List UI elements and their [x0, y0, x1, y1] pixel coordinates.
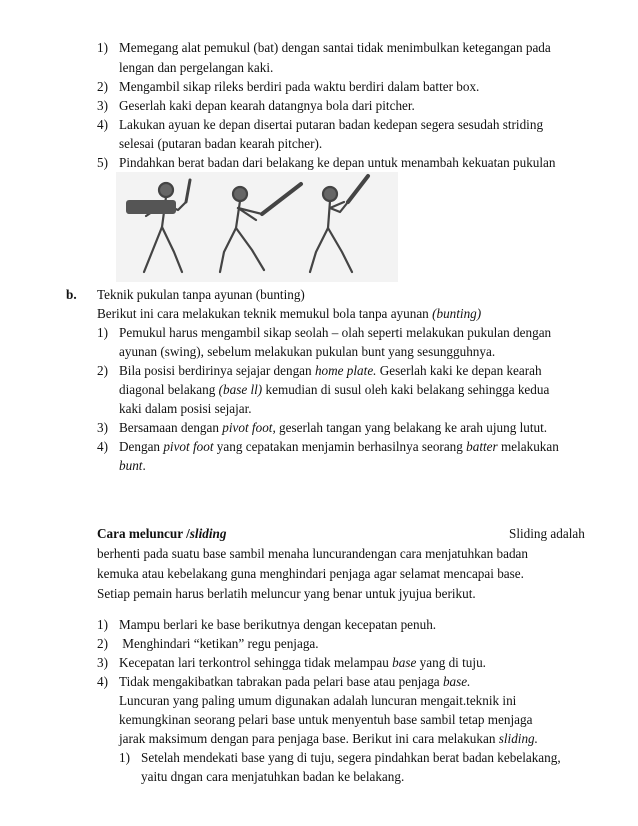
section-title: Teknik pukulan tanpa ayunan (bunting)	[97, 287, 305, 302]
list-term: base	[392, 655, 417, 670]
list-text: Geserlah kaki depan kearah datangnya bola dari pitcher.	[119, 98, 415, 113]
list-text: Bersamaan dengan	[119, 420, 219, 435]
list-item	[97, 634, 319, 653]
list-item	[119, 748, 561, 767]
list-item	[97, 38, 551, 57]
list-number: 1)	[119, 750, 130, 765]
paragraph-line: kemuka atau kebelakang guna menghindari penjaga agar selamat mencapai base.	[97, 566, 524, 581]
section-intro	[97, 304, 481, 323]
paragraph-line: Luncuran yang paling umum digunakan adalah luncuran mengait.teknik ini	[119, 693, 517, 708]
list-item	[97, 418, 547, 437]
paragraph-line: Setiap pemain harus berlatih meluncur yang benar untuk jyujua berikut.	[97, 586, 476, 601]
list-number: 4)	[97, 674, 108, 689]
list-text: Menghindari “ketikan” regu penjaga.	[119, 636, 319, 651]
paragraph-line	[119, 729, 538, 748]
list-text: yang di tuju.	[416, 655, 486, 670]
list-text: Bila posisi berdirinya sejajar dengan	[119, 363, 312, 378]
list-term: pivot foot	[163, 439, 214, 454]
paragraph-line: berhenti pada suatu base sambil menaha luncurandengan cara menjatuhkan badan	[97, 546, 528, 561]
list-text: Pindahkan berat badan dari belakang ke depan untuk menambah kekuatan pukulan	[119, 155, 556, 170]
list-text-continued: kaki dalam posisi sejajar.	[119, 401, 252, 416]
list-text: melakukan	[497, 439, 559, 454]
list-item	[97, 615, 436, 634]
list-item	[97, 77, 479, 96]
intro-text: Berikut ini cara melakukan teknik memukul bola tanpa ayunan	[97, 306, 429, 321]
list-term: base.	[442, 674, 471, 689]
list-item	[97, 323, 551, 342]
intro-term: (bunting)	[432, 306, 482, 321]
list-text: geserlah tangan yang belakang ke arah ujung lutut.	[275, 420, 548, 435]
list-term: bunt	[119, 458, 143, 473]
list-text-continued: yaitu dngan cara menjatuhkan badan ke belakang.	[141, 769, 405, 784]
list-text-continued	[119, 456, 146, 475]
list-term: home plate.	[314, 363, 377, 378]
heading-term: sliding	[189, 526, 227, 541]
list-text: diagonal belakang	[119, 382, 216, 397]
list-number: 4)	[97, 439, 108, 454]
list-item	[97, 153, 556, 172]
list-text: Setelah mendekati base yang di tuju, segera pindahkan berat badan kebelakang,	[141, 750, 561, 765]
list-item	[97, 115, 543, 134]
list-text: yang cepatakan menjamin berhasilnya seorang	[213, 439, 463, 454]
list-item	[97, 361, 542, 380]
list-text: kemudian di susul oleh kaki belakang sehingga kedua	[262, 382, 550, 397]
list-number: 2)	[97, 363, 108, 378]
list-text-continued: selesai (putaran badan kearah pitcher).	[119, 136, 323, 151]
list-text: Memegang alat pemukul (bat) dengan santai tidak menimbulkan ketegangan pada	[119, 40, 551, 55]
list-term: batter	[466, 439, 498, 454]
paragraph-line: kemungkinan seorang pelari base untuk menyentuh base sambil tetap menjaga	[119, 712, 533, 727]
sliding-heading	[97, 524, 226, 543]
list-text-continued: ayunan (swing), sebelum melakukan pukulan bunt yang sesungguhnya.	[119, 344, 496, 359]
list-text-continued	[119, 380, 549, 399]
paragraph-term: sliding.	[498, 731, 538, 746]
list-term: pivot foot,	[222, 420, 276, 435]
list-number: 2)	[97, 636, 108, 651]
list-text: Geserlah kaki ke depan kearah	[376, 363, 542, 378]
list-number: 1)	[97, 325, 108, 340]
list-number: 3)	[97, 98, 108, 113]
list-text: Mengambil sikap rileks berdiri pada waktu berdiri dalam batter box.	[119, 79, 480, 94]
batter-figures-icon	[116, 172, 398, 282]
list-text: Pemukul harus mengambil sikap seolah – olah seperti melakukan pukulan dengan	[119, 325, 552, 340]
list-text: Tidak mengakibatkan tabrakan pada pelari base atau penjaga	[119, 674, 440, 689]
section-marker: b.	[66, 287, 77, 302]
list-term: (base ll)	[218, 382, 263, 397]
list-text: Mampu berlari ke base berikutnya dengan kecepatan penuh.	[119, 617, 437, 632]
sliding-definition-start: Sliding adalah	[509, 526, 585, 541]
list-number: 2)	[97, 79, 108, 94]
list-text: Dengan	[119, 439, 161, 454]
heading-text: Cara meluncur /	[97, 526, 190, 541]
list-number: 5)	[97, 155, 108, 170]
list-item	[97, 437, 559, 456]
list-number: 1)	[97, 40, 108, 55]
batting-sequence-illustration	[116, 172, 398, 282]
list-number: 3)	[97, 420, 108, 435]
list-text: Lakukan ayuan ke depan disertai putaran badan kedepan segera sesudah striding	[119, 117, 544, 132]
list-number: 3)	[97, 655, 108, 670]
list-item	[97, 96, 415, 115]
list-text-continued: lengan dan pergelangan kaki.	[119, 60, 274, 75]
list-text: Kecepatan lari terkontrol sehingga tidak melampau	[119, 655, 389, 670]
list-number: 4)	[97, 117, 108, 132]
list-number: 1)	[97, 617, 108, 632]
list-text: .	[142, 458, 146, 473]
list-item	[97, 653, 486, 672]
list-item	[97, 672, 470, 691]
paragraph-text: jarak maksimum dengan para penjaga base. Berikut ini cara melakukan	[119, 731, 496, 746]
